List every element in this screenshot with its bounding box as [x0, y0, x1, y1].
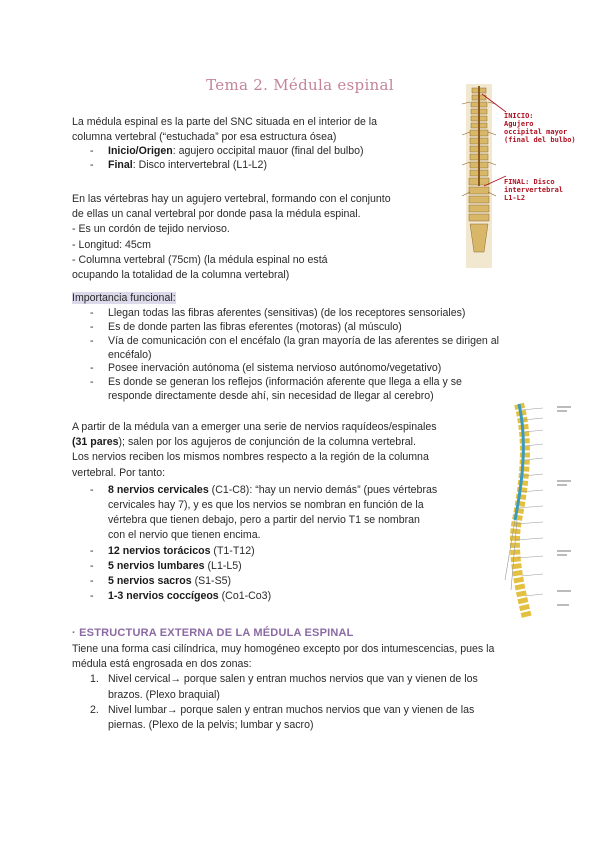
text-line: ocupando la totalidad de la columna vertebral)	[72, 269, 290, 282]
text-line: - Es un cordón de tejido nervioso.	[72, 223, 230, 236]
estructura-list	[72, 672, 542, 733]
nerves-illustration	[485, 400, 585, 622]
spine-illustration	[448, 82, 580, 270]
spinal-cord-figure	[448, 82, 580, 270]
vertebras-paragraph	[72, 192, 442, 283]
list-item: - 12 nervios torácicos (T1-T12)	[72, 544, 482, 559]
nervios-paragraph	[72, 420, 482, 604]
estructura-paragraph	[72, 642, 542, 733]
intro-line-1: La médula espinal es la parte del SNC situada en el interior de la	[72, 116, 378, 128]
list-item: - 5 nervios sacros (S1-S5)	[72, 574, 482, 589]
text-line: - Columna vertebral (75cm) (la médula espinal no está	[72, 253, 328, 266]
importancia-list	[72, 307, 542, 404]
list-item: - 8 nervios cervicales (C1-C8): “hay un nervio demás” (pues vértebras cervicales hay 7), y es que los nervios se nombran en función de la vértebra que tienen debajo, pero a partir del nervio T1 se nombran con el nervio que tienen encima.	[72, 483, 482, 544]
list-item: - Vía de comunicación con el encéfalo (la gran mayoría de las aferentes se dirigen al encéfalo)	[72, 335, 542, 363]
importancia-section	[72, 291, 542, 404]
text-line: (31 pares); salen por los agujeros de conjunción de la columna vertebral.	[72, 436, 416, 449]
list-item: - 1-3 nervios coccígeos (Co1-Co3)	[72, 589, 482, 604]
section-heading: · ESTRUCTURA EXTERNA DE LA MÉDULA ESPINAL	[72, 627, 354, 639]
list-item: - Llegan todas las fibras aferentes (sensitivas) (de los receptores sensoriales)	[72, 307, 542, 321]
list-item: - Posee inervación autónoma (el sistema nervioso autónomo/vegetativo)	[72, 362, 542, 376]
text-line: A partir de la médula van a emerger una serie de nervios raquídeos/espinales	[72, 421, 437, 433]
final-label: FINAL: Disco intervertebral L1-L2	[504, 178, 564, 202]
intro-list	[72, 145, 442, 173]
spinal-nerves-figure	[485, 400, 585, 622]
text-line: Los nervios reciben los mismos nombres respecto a la región de la columna	[72, 451, 429, 464]
list-item: 2. Nivel lumbar→ porque salen y entran muchos nervios que van y vienen de las piernas. (Plexo de la pelvis; lumbar y sacro)	[90, 703, 475, 732]
list-item: - Inicio/Origen: agujero occipital mauor (final del bulbo)	[72, 145, 442, 159]
importancia-heading: Importancia funcional:	[72, 292, 176, 304]
text-line: Tiene una forma casi cilíndrica, muy homogéneo excepto por dos intumescencias, pues la	[72, 643, 495, 655]
list-item: - Es de donde parten las fibras eferentes (motoras) (al músculo)	[72, 321, 542, 335]
page-title: Tema 2. Médula espinal	[206, 76, 394, 94]
text-line: - Longitud: 45cm	[72, 238, 151, 251]
text-line: En las vértebras hay un agujero vertebral, formando con el conjunto	[72, 193, 391, 205]
intro-paragraph	[72, 115, 442, 173]
intro-line-2: columna vertebral (“estuchada” por esa estructura ósea)	[72, 131, 337, 144]
nervios-list	[72, 483, 482, 605]
list-item: - 5 nervios lumbares (L1-L5)	[72, 559, 482, 574]
list-item: - Es donde se generan los reflejos (información aferente que llega a ella y se responde directamente desde ahí, sin necesidad de llegar al cerebro)	[72, 376, 542, 404]
list-item: 1. Nivel cervical→ porque salen y entran muchos nervios que van y vienen de los brazos. (Plexo braquial)	[90, 673, 478, 701]
text-line: de ellas un canal vertebral por donde pasa la médula espinal.	[72, 208, 361, 221]
list-item: - Final: Disco intervertebral (L1-L2)	[72, 159, 442, 173]
text-line: vertebral. Por tanto:	[72, 466, 166, 479]
inicio-label: INICIO: Agujero occipital mayor (final del bulbo)	[504, 112, 576, 144]
text-line: médula está engrosada en dos zonas:	[72, 658, 252, 671]
